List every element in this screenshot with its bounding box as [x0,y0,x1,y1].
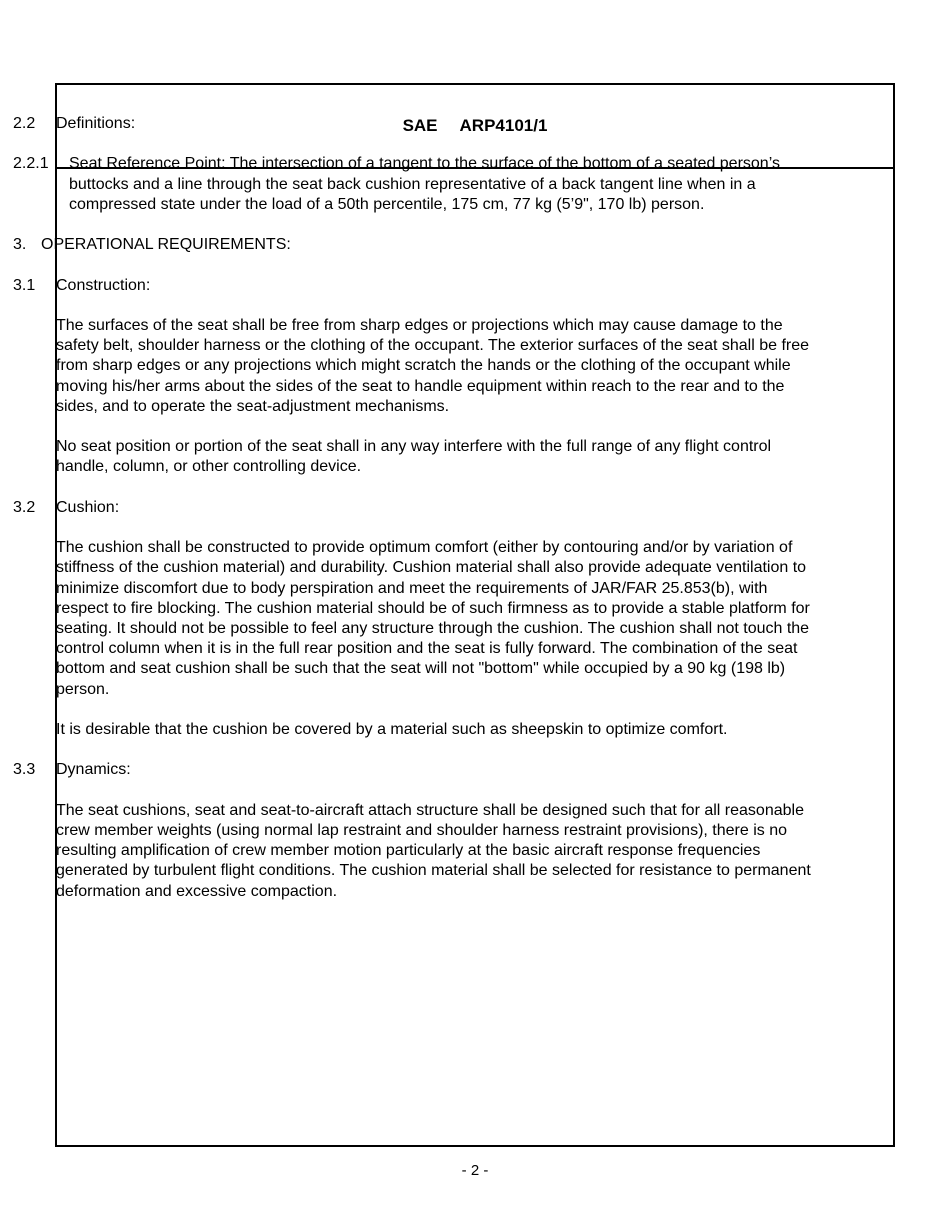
page-number: - 2 - [461,1162,489,1179]
section-number: 2.2 [13,115,36,132]
document-body [13,114,813,922]
section-3-2-paragraph-1: The cushion shall be constructed to provide optimum comfort (either by contouring and/or by variation of stiffness of the cushion material) and durability. Cushion material shall also provide adequate ventilation to minimize discomfort due to body perspiration and meet the requirements of JAR/FAR 25.853(b), with respect to fire blocking. The cushion material should be of such firmness as to provide a stable platform for seating. It should not be possible to feel any structure through the cushion. The cushion shall not touch the control column when it is in the full rear position and the seat is fully forward. The combination of the seat bottom and seat cushion shall be such that the seat will not "bottom" while occupied by a 90 kg (198 lb) person. [56,539,810,698]
section-title: Construction: [56,276,151,294]
section-3-2-heading [13,498,813,518]
section-3-heading [13,235,813,255]
section-number: 3.1 [13,276,36,294]
section-title: Definitions: [56,115,136,132]
section-number: 3.3 [13,761,36,779]
section-3-1-paragraph-1: The surfaces of the seat shall be free from sharp edges or projections which may cause damage to the safety belt, shoulder harness or the clothing of the occupant. The exterior surfaces of the seat shall be free from sharp edges or any projections which might scratch the hands or the clothing of the occupant while moving his/her arms about the sides of the seat to handle equipment within reach to the rear and to the sides, and to operate the seat-adjustment mechanisms. [56,316,810,415]
section-title: Dynamics: [56,761,131,779]
section-title: Cushion: [56,498,120,516]
section-3-2-paragraph-2: It is desirable that the cushion be covered by a material such as sheepskin to optimize comfort. [56,720,728,738]
section-title: OPERATIONAL REQUIREMENTS: [41,236,291,254]
section-3-3-heading [13,760,813,780]
section-number: 2.2.1 [13,155,49,173]
section-number: 3.2 [13,498,36,516]
header-org: SAE [402,116,438,135]
section-3-3-paragraph-1: The seat cushions, seat and seat-to-aircraft attach structure shall be designed such that for all reasonable crew member weights (using normal lap restraint and shoulder harness restraint provisions), there is no resulting amplification of crew member motion particularly at the basic aircraft response frequencies generated by turbulent flight conditions. The cushion material shall be selected for resistance to permanent deformation and excessive compaction. [56,801,811,900]
section-2-2-1 [13,154,813,215]
definition-text: Seat Reference Point: The intersection of a tangent to the surface of the bottom of a seated person’s buttocks and a line through the seat back cushion representative of a back tangent line when in a compressed state under the load of a 50th percentile, 175 cm, 77 kg (5’9", 170 lb) person. [69,155,780,213]
header-doc-number: ARP4101/1 [459,116,548,135]
section-2-2-heading [13,114,813,134]
section-3-1-paragraph-2: No seat position or portion of the seat shall in any way interfere with the full range of any flight control handle, column, or other controlling device. [56,438,772,476]
section-number: 3. [13,236,27,254]
section-3-1-heading [13,276,813,296]
